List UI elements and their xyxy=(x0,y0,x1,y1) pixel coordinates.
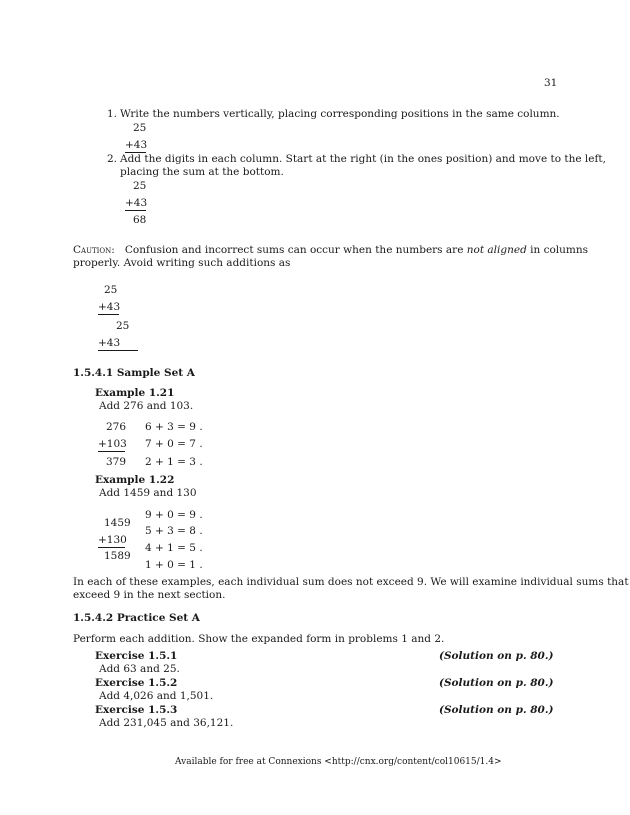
example-1-22-prompt: Add 1459 and 130 xyxy=(99,487,197,499)
ex121-eq-3: 2 + 1 = 3 . xyxy=(145,456,203,468)
ex122-eq-3: 4 + 1 = 5 . xyxy=(145,542,203,554)
caution-emph: not aligned xyxy=(466,244,527,256)
misaligned-b-bottom: +43 xyxy=(98,337,138,351)
step-2-text-line1: Add the digits in each column. Start at the right (in the ones position) and move to the left, xyxy=(120,153,606,165)
ex121-eq-2: 7 + 0 = 7 . xyxy=(145,438,203,450)
exercise-2-solution-link[interactable]: (Solution on p. 80.) xyxy=(439,677,554,689)
exercise-3-title: Exercise 1.5.3 xyxy=(95,704,178,716)
misaligned-a-top: 25 xyxy=(104,284,118,296)
step1-calc-top: 25 xyxy=(133,122,147,134)
step-1-marker: 1. xyxy=(107,108,118,120)
exercise-2-title: Exercise 1.5.2 xyxy=(95,677,178,689)
ex121-bottom: +103 xyxy=(98,438,127,450)
example-1-21-prompt: Add 276 and 103. xyxy=(99,400,194,412)
exercise-3-prompt: Add 231,045 and 36,121. xyxy=(99,717,234,729)
caution-paragraph xyxy=(73,244,588,257)
footer-availability[interactable]: Available for free at Connexions <http://cnx.org/content/col10615/1.4> xyxy=(175,757,502,767)
ex122-eq-1: 9 + 0 = 9 . xyxy=(145,509,203,521)
summary-line2: exceed 9 in the next section. xyxy=(73,589,226,601)
ex122-eq-4: 1 + 0 = 1 . xyxy=(145,559,203,571)
ex122-eq-2: 5 + 3 = 8 . xyxy=(145,525,203,537)
step-2-text-line2: placing the sum at the bottom. xyxy=(120,166,284,178)
exercise-3-solution-link[interactable]: (Solution on p. 80.) xyxy=(439,704,554,716)
misaligned-b-top: 25 xyxy=(116,320,130,332)
caution-label: Caution: xyxy=(73,244,115,256)
example-1-22-title: Example 1.22 xyxy=(95,474,175,486)
exercise-1-title: Exercise 1.5.1 xyxy=(95,650,178,662)
ex122-top: 1459 xyxy=(104,517,131,529)
exercise-1-solution-link[interactable]: (Solution on p. 80.) xyxy=(439,650,554,662)
caution-line2: properly. Avoid writing such additions as xyxy=(73,257,291,269)
page-number: 31 xyxy=(544,77,558,89)
caution-after: in columns xyxy=(530,244,589,256)
step2-calc-result: 68 xyxy=(133,214,147,226)
step-1-text: Write the numbers vertically, placing corresponding positions in the same column. xyxy=(120,108,560,120)
misaligned-a-bottom: +43 xyxy=(98,301,121,313)
ex121-eq-1: 6 + 3 = 9 . xyxy=(145,421,203,433)
practice-intro: Perform each addition. Show the expanded form in problems 1 and 2. xyxy=(73,633,445,645)
sample-set-heading: 1.5.4.1 Sample Set A xyxy=(73,367,195,379)
practice-set-heading: 1.5.4.2 Practice Set A xyxy=(73,612,200,624)
step2-calc-top: 25 xyxy=(133,180,147,192)
ex122-result: 1589 xyxy=(104,550,131,562)
caution-before: Confusion and incorrect sums can occur when the numbers are xyxy=(124,244,464,256)
ex121-result: 379 xyxy=(106,456,127,468)
summary-line1: In each of these examples, each individual sum does not exceed 9. We will examine individual sums that xyxy=(73,576,629,588)
step2-calc-bottom: +43 xyxy=(125,197,148,209)
exercise-2-prompt: Add 4,026 and 1,501. xyxy=(99,690,214,702)
ex121-top: 276 xyxy=(106,421,127,433)
example-1-21-title: Example 1.21 xyxy=(95,387,175,399)
step1-calc-bottom: +43 xyxy=(125,139,148,151)
ex122-bottom: +130 xyxy=(98,534,127,546)
exercise-1-prompt: Add 63 and 25. xyxy=(99,663,180,675)
step-2-marker: 2. xyxy=(107,153,118,165)
